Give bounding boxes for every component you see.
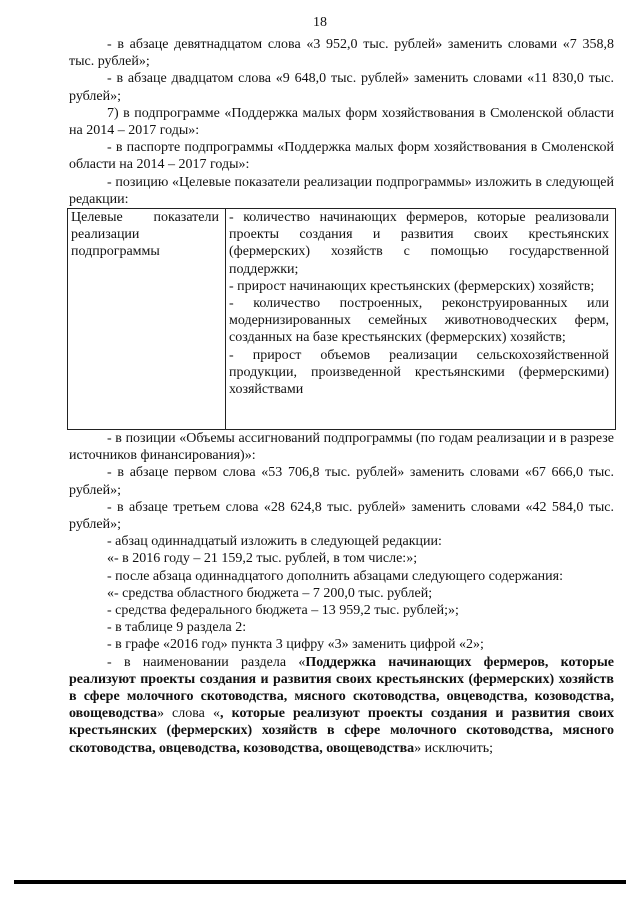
table-item: - количество построенных, реконструированных или модернизированных семейных животноводческих ферм, созданных на базе крестьянских (фермерских) хозяйств; [229,296,609,346]
table-row [68,209,616,430]
paragraph-third-abzac: - в абзаце третьем слова «28 624,8 тыс. рублей» заменить словами «42 584,0 тыс. рублей»; [69,499,614,533]
section-words-bold: , которые реализуют проекты создания и развития своих крестьянских (фермерских) хозяйств в сфере молочного скотоводства, мясного скотоводства, овцеводства, козоводства, овощеводства [69,706,614,756]
paragraph-first-abzac: - в абзаце первом слова «53 706,8 тыс. рублей» заменить словами «67 666,0 тыс. рублей»; [69,465,614,498]
table-right-cell [226,209,616,430]
section-name-prefix: - в наименовании раздела « [107,654,306,670]
paragraph-passport: - в паспорте подпрограммы «Поддержка малых форм хозяйствования в Смоленской области на 2014 – 2017 годы»: [69,140,614,173]
paragraph-position-targets: - позицию «Целевые показатели реализации подпрограммы» изложить в следующей редакции: [69,174,614,207]
paragraph-add-abzacs: - после абзаца одиннадцатого дополнить абзацами следующего содержания: [107,568,563,584]
table-item: - количество начинающих фермеров, которые реализовали проекты создания и развития своих крестьянских (фермерских) хозяйств с помощью государственной поддержки; [229,210,609,277]
paragraph-table-9: - в таблице 9 раздела 2: [107,620,247,636]
paragraph-replace-19: - в абзаце девятнадцатом слова «3 952,0 тыс. рублей» заменить словами «7 358,8 тыс. рублей»; [69,37,614,70]
table-item: - прирост начинающих крестьянских (фермерских) хозяйств; [229,278,595,294]
table-left-text: Целевые показатели реализации подпрограммы [71,210,219,260]
paragraph-subprogram-7: 7) в подпрограмме «Поддержка малых форм хозяйствования в Смоленской области на 2014 – 2017 годы»: [69,105,614,139]
section-name-mid: » слова « [156,706,220,722]
section-name-bold: Поддержка начинающих фермеров, которые реализуют проекты создания и развития своих крестьянских (фермерских) хозяйств в сфере молочного скотоводства, мясного скотоводства, овцеводства, козоводства, овощеводства [69,654,614,722]
targets-table [67,208,616,430]
document-body [69,36,614,757]
table-item: - прирост объемов реализации сельскохозяйственной продукции, произведенной крестьянскими (фермерскими) хозяйствами [229,347,609,398]
paragraph-column-2016: - в графе «2016 год» пункта 3 цифру «3» заменить цифрой «2»; [107,637,484,653]
paragraph-federal-budget: - средства федерального бюджета – 13 959,2 тыс. рублей;»; [107,603,459,619]
paragraph-2016-year: «- в 2016 году – 21 159,2 тыс. рублей, в том числе:»; [107,551,418,567]
footer-rule [14,880,626,884]
paragraph-replace-20: - в абзаце двадцатом слова «9 648,0 тыс. рублей» заменить словами «11 830,0 тыс. рублей»; [69,71,614,104]
section-name-suffix: » исключить; [414,740,494,756]
paragraph-section-name [69,654,614,757]
paragraph-allocations: - в позиции «Объемы ассигнований подпрограммы (по годам реализации и в разрезе источников финансирования)»: [69,431,614,464]
paragraph-eleventh-abzac: - абзац одиннадцатый изложить в следующей редакции: [107,534,442,550]
page-number: 18 [313,15,327,30]
table-left-cell [68,209,226,430]
paragraph-regional-budget: «- средства областного бюджета – 7 200,0 тыс. рублей; [107,585,433,601]
